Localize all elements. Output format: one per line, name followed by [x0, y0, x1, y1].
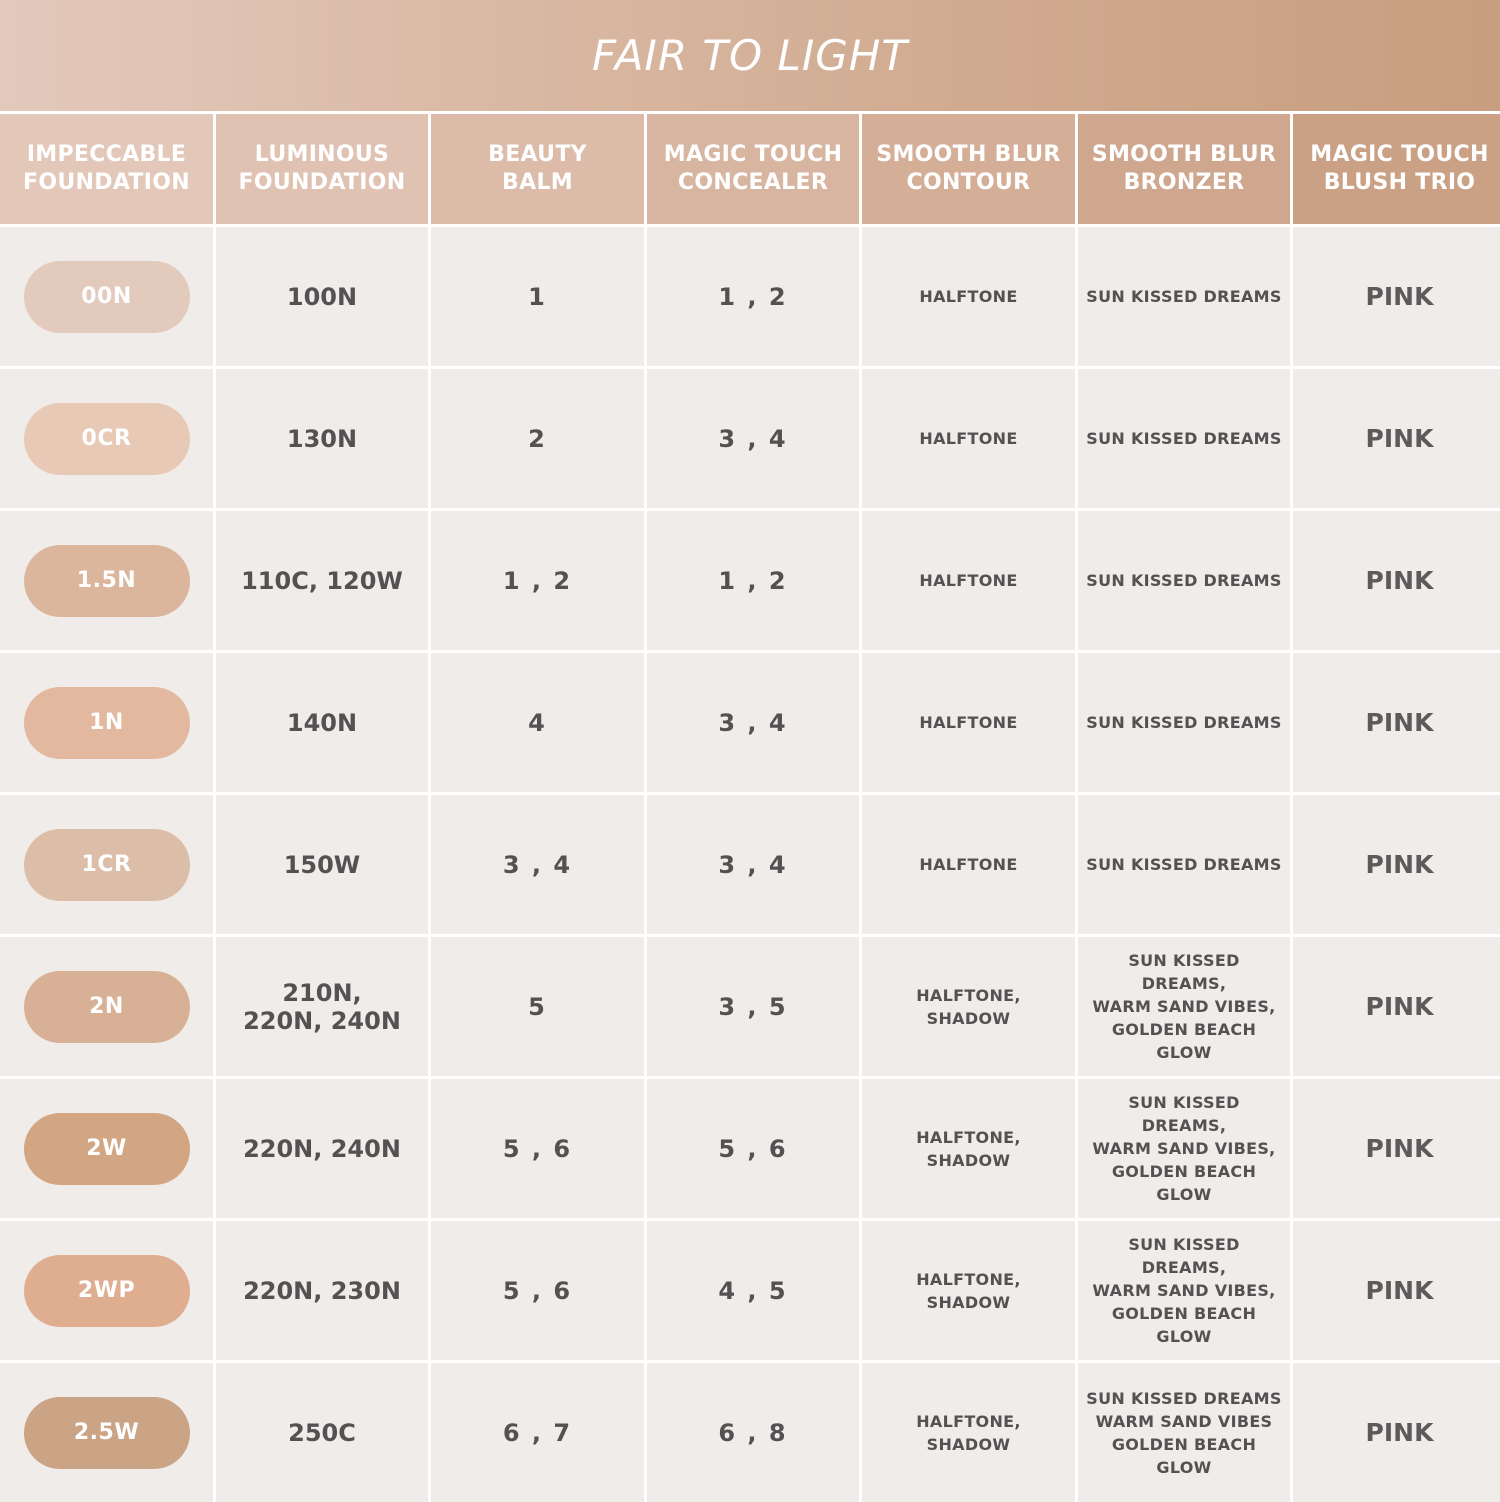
contour-cell: HALFTONE: [862, 369, 1075, 508]
luminous-cell: 220N, 230N: [216, 1221, 428, 1360]
shade-swatch-pill: 1CR: [24, 829, 190, 901]
header-luminous-foundation: LUMINOUS FOUNDATION: [216, 114, 428, 224]
shade-cell: [0, 369, 213, 508]
beauty-balm-cell: 5 , 6: [431, 1221, 644, 1360]
shade-cell: [0, 795, 213, 934]
beauty-balm-cell: 5: [431, 937, 644, 1076]
contour-cell: HALFTONE, SHADOW: [862, 1221, 1075, 1360]
contour-cell: HALFTONE, SHADOW: [862, 937, 1075, 1076]
blush-cell: PINK: [1293, 795, 1500, 934]
concealer-cell: 5 , 6: [647, 1079, 859, 1218]
shade-swatch-pill: 0CR: [24, 403, 190, 475]
banner-title: FAIR TO LIGHT: [592, 31, 908, 80]
header-beauty-balm: BEAUTY BALM: [431, 114, 644, 224]
blush-cell: PINK: [1293, 937, 1500, 1076]
contour-cell: HALFTONE: [862, 511, 1075, 650]
bronzer-cell: SUN KISSED DREAMS: [1078, 511, 1290, 650]
blush-cell: PINK: [1293, 653, 1500, 792]
shade-cell: [0, 1221, 213, 1360]
bronzer-cell: SUN KISSED DREAMS, WARM SAND VIBES, GOLDEN BEACH GLOW: [1078, 1079, 1290, 1218]
blush-cell: PINK: [1293, 1079, 1500, 1218]
shade-cell: [0, 511, 213, 650]
concealer-cell: 1 , 2: [647, 227, 859, 366]
shade-swatch-pill: 1N: [24, 687, 190, 759]
blush-cell: PINK: [1293, 511, 1500, 650]
shade-cell: [0, 937, 213, 1076]
bronzer-cell: SUN KISSED DREAMS: [1078, 227, 1290, 366]
header-magic-touch-concealer: MAGIC TOUCH CONCEALER: [647, 114, 859, 224]
concealer-cell: 6 , 8: [647, 1363, 859, 1502]
concealer-cell: 4 , 5: [647, 1221, 859, 1360]
blush-cell: PINK: [1293, 369, 1500, 508]
concealer-cell: 3 , 4: [647, 795, 859, 934]
blush-cell: PINK: [1293, 227, 1500, 366]
contour-cell: HALFTONE: [862, 795, 1075, 934]
beauty-balm-cell: 5 , 6: [431, 1079, 644, 1218]
luminous-cell: 250C: [216, 1363, 428, 1502]
luminous-cell: 140N: [216, 653, 428, 792]
bronzer-cell: SUN KISSED DREAMS, WARM SAND VIBES, GOLDEN BEACH GLOW: [1078, 1221, 1290, 1360]
luminous-cell: 220N, 240N: [216, 1079, 428, 1218]
bronzer-cell: SUN KISSED DREAMS, WARM SAND VIBES, GOLDEN BEACH GLOW: [1078, 937, 1290, 1076]
blush-cell: PINK: [1293, 1363, 1500, 1502]
contour-cell: HALFTONE: [862, 227, 1075, 366]
header-magic-touch-blush-trio: MAGIC TOUCH BLUSH TRIO: [1293, 114, 1500, 224]
shade-cell: [0, 227, 213, 366]
blush-cell: PINK: [1293, 1221, 1500, 1360]
contour-cell: HALFTONE, SHADOW: [862, 1363, 1075, 1502]
shade-cell: [0, 1363, 213, 1502]
concealer-cell: 3 , 4: [647, 653, 859, 792]
concealer-cell: 1 , 2: [647, 511, 859, 650]
concealer-cell: 3 , 5: [647, 937, 859, 1076]
shade-swatch-pill: 2N: [24, 971, 190, 1043]
shade-swatch-pill: 00N: [24, 261, 190, 333]
contour-cell: HALFTONE, SHADOW: [862, 1079, 1075, 1218]
banner: [0, 0, 1500, 111]
luminous-cell: 150W: [216, 795, 428, 934]
beauty-balm-cell: 6 , 7: [431, 1363, 644, 1502]
luminous-cell: 110C, 120W: [216, 511, 428, 650]
concealer-cell: 3 , 4: [647, 369, 859, 508]
luminous-cell: 210N, 220N, 240N: [216, 937, 428, 1076]
header-smooth-blur-contour: SMOOTH BLUR CONTOUR: [862, 114, 1075, 224]
shade-swatch-pill: 2.5W: [24, 1397, 190, 1469]
luminous-cell: 130N: [216, 369, 428, 508]
shade-cell: [0, 1079, 213, 1218]
shade-swatch-pill: 2WP: [24, 1255, 190, 1327]
shade-cell: [0, 653, 213, 792]
header-impeccable-foundation: IMPECCABLE FOUNDATION: [0, 114, 213, 224]
beauty-balm-cell: 2: [431, 369, 644, 508]
bronzer-cell: SUN KISSED DREAMS: [1078, 653, 1290, 792]
beauty-balm-cell: 1 , 2: [431, 511, 644, 650]
contour-cell: HALFTONE: [862, 653, 1075, 792]
beauty-balm-cell: 1: [431, 227, 644, 366]
shade-table: [0, 114, 1500, 1500]
shade-swatch-pill: 1.5N: [24, 545, 190, 617]
bronzer-cell: SUN KISSED DREAMS: [1078, 369, 1290, 508]
bronzer-cell: SUN KISSED DREAMS WARM SAND VIBES GOLDEN BEACH GLOW: [1078, 1363, 1290, 1502]
shade-swatch-pill: 2W: [24, 1113, 190, 1185]
luminous-cell: 100N: [216, 227, 428, 366]
beauty-balm-cell: 3 , 4: [431, 795, 644, 934]
beauty-balm-cell: 4: [431, 653, 644, 792]
header-smooth-blur-bronzer: SMOOTH BLUR BRONZER: [1078, 114, 1290, 224]
bronzer-cell: SUN KISSED DREAMS: [1078, 795, 1290, 934]
